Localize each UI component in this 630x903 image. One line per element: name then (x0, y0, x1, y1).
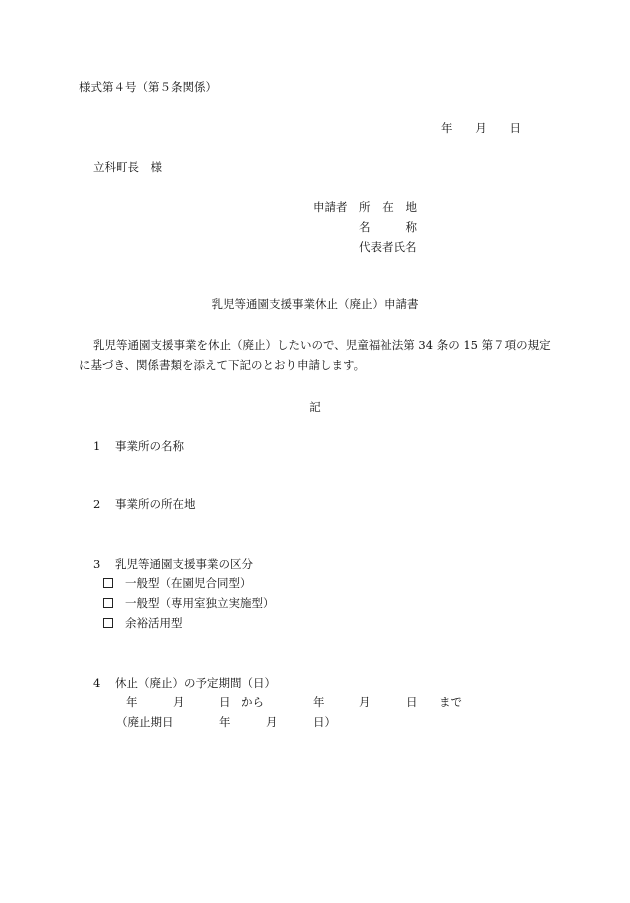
item-3-number: 3 (93, 557, 101, 571)
form-number: 様式第４号（第５条関係） (79, 80, 217, 94)
item-3-label: 乳児等通園支援事業の区分 (115, 557, 253, 571)
applicant-representative-label: 代表者氏名 (359, 240, 417, 254)
applicant-label: 申請者 (313, 200, 348, 214)
item-4-label: 休止（廃止）の予定期間（日） (115, 676, 276, 690)
item-4 (93, 678, 276, 690)
item-3 (93, 559, 253, 571)
item-2-label: 事業所の所在地 (115, 497, 196, 511)
page: 様式第４号（第５条関係） 年 月 日 立科町長 様 申請者 所 在 地 名 称 代表者氏名 乳児等通園支援事業休止（廃止）申請書 乳児等通園支援事業を休止（廃止）したいので、児童福祉法第 34 条の 15 第７項の規定 に基づき、関係書類を添えて下記のとおり申請します。 記 1 事業所の名称 2 事業所の所在地 3 乳児等通園支援事業の区分 一般型（在園児合同型） 一般型（専用室独立実施型） 余裕活用型 4 休止（廃止）の予定期間（日） 年 月 日 から 年 月 日 まで （廃止期日 年 月 日） (0, 0, 630, 903)
checkbox-icon (103, 618, 113, 628)
applicant-location-label: 所 在 地 (359, 200, 417, 214)
body-line-2: に基づき、関係書類を添えて下記のとおり申請します。 (79, 358, 366, 372)
item-1-label: 事業所の名称 (115, 439, 184, 453)
item-1 (93, 441, 184, 453)
date-year: 年 (441, 121, 453, 135)
checkbox-icon (103, 598, 113, 608)
checkbox-icon (103, 578, 113, 588)
item-2-number: 2 (93, 497, 101, 511)
body-line-1: 乳児等通園支援事業を休止（廃止）したいので、児童福祉法第 34 条の 15 第７項の規定 (93, 338, 551, 352)
category-option: 一般型（在園児合同型） (103, 578, 252, 590)
item-1-number: 1 (93, 439, 101, 453)
date-line (441, 123, 521, 135)
item-4-number: 4 (93, 676, 101, 690)
addressee: 立科町長 様 (93, 160, 162, 174)
applicant-name-label: 名 称 (359, 220, 417, 234)
date-day: 日 (509, 121, 521, 135)
category-option: 余裕活用型 (103, 618, 183, 630)
date-month: 月 (475, 121, 487, 135)
category-option: 一般型（専用室独立実施型） (103, 598, 275, 610)
item-2 (93, 499, 196, 511)
ki-heading: 記 (309, 400, 321, 414)
document-title: 乳児等通園支援事業休止（廃止）申請書 (211, 297, 419, 311)
